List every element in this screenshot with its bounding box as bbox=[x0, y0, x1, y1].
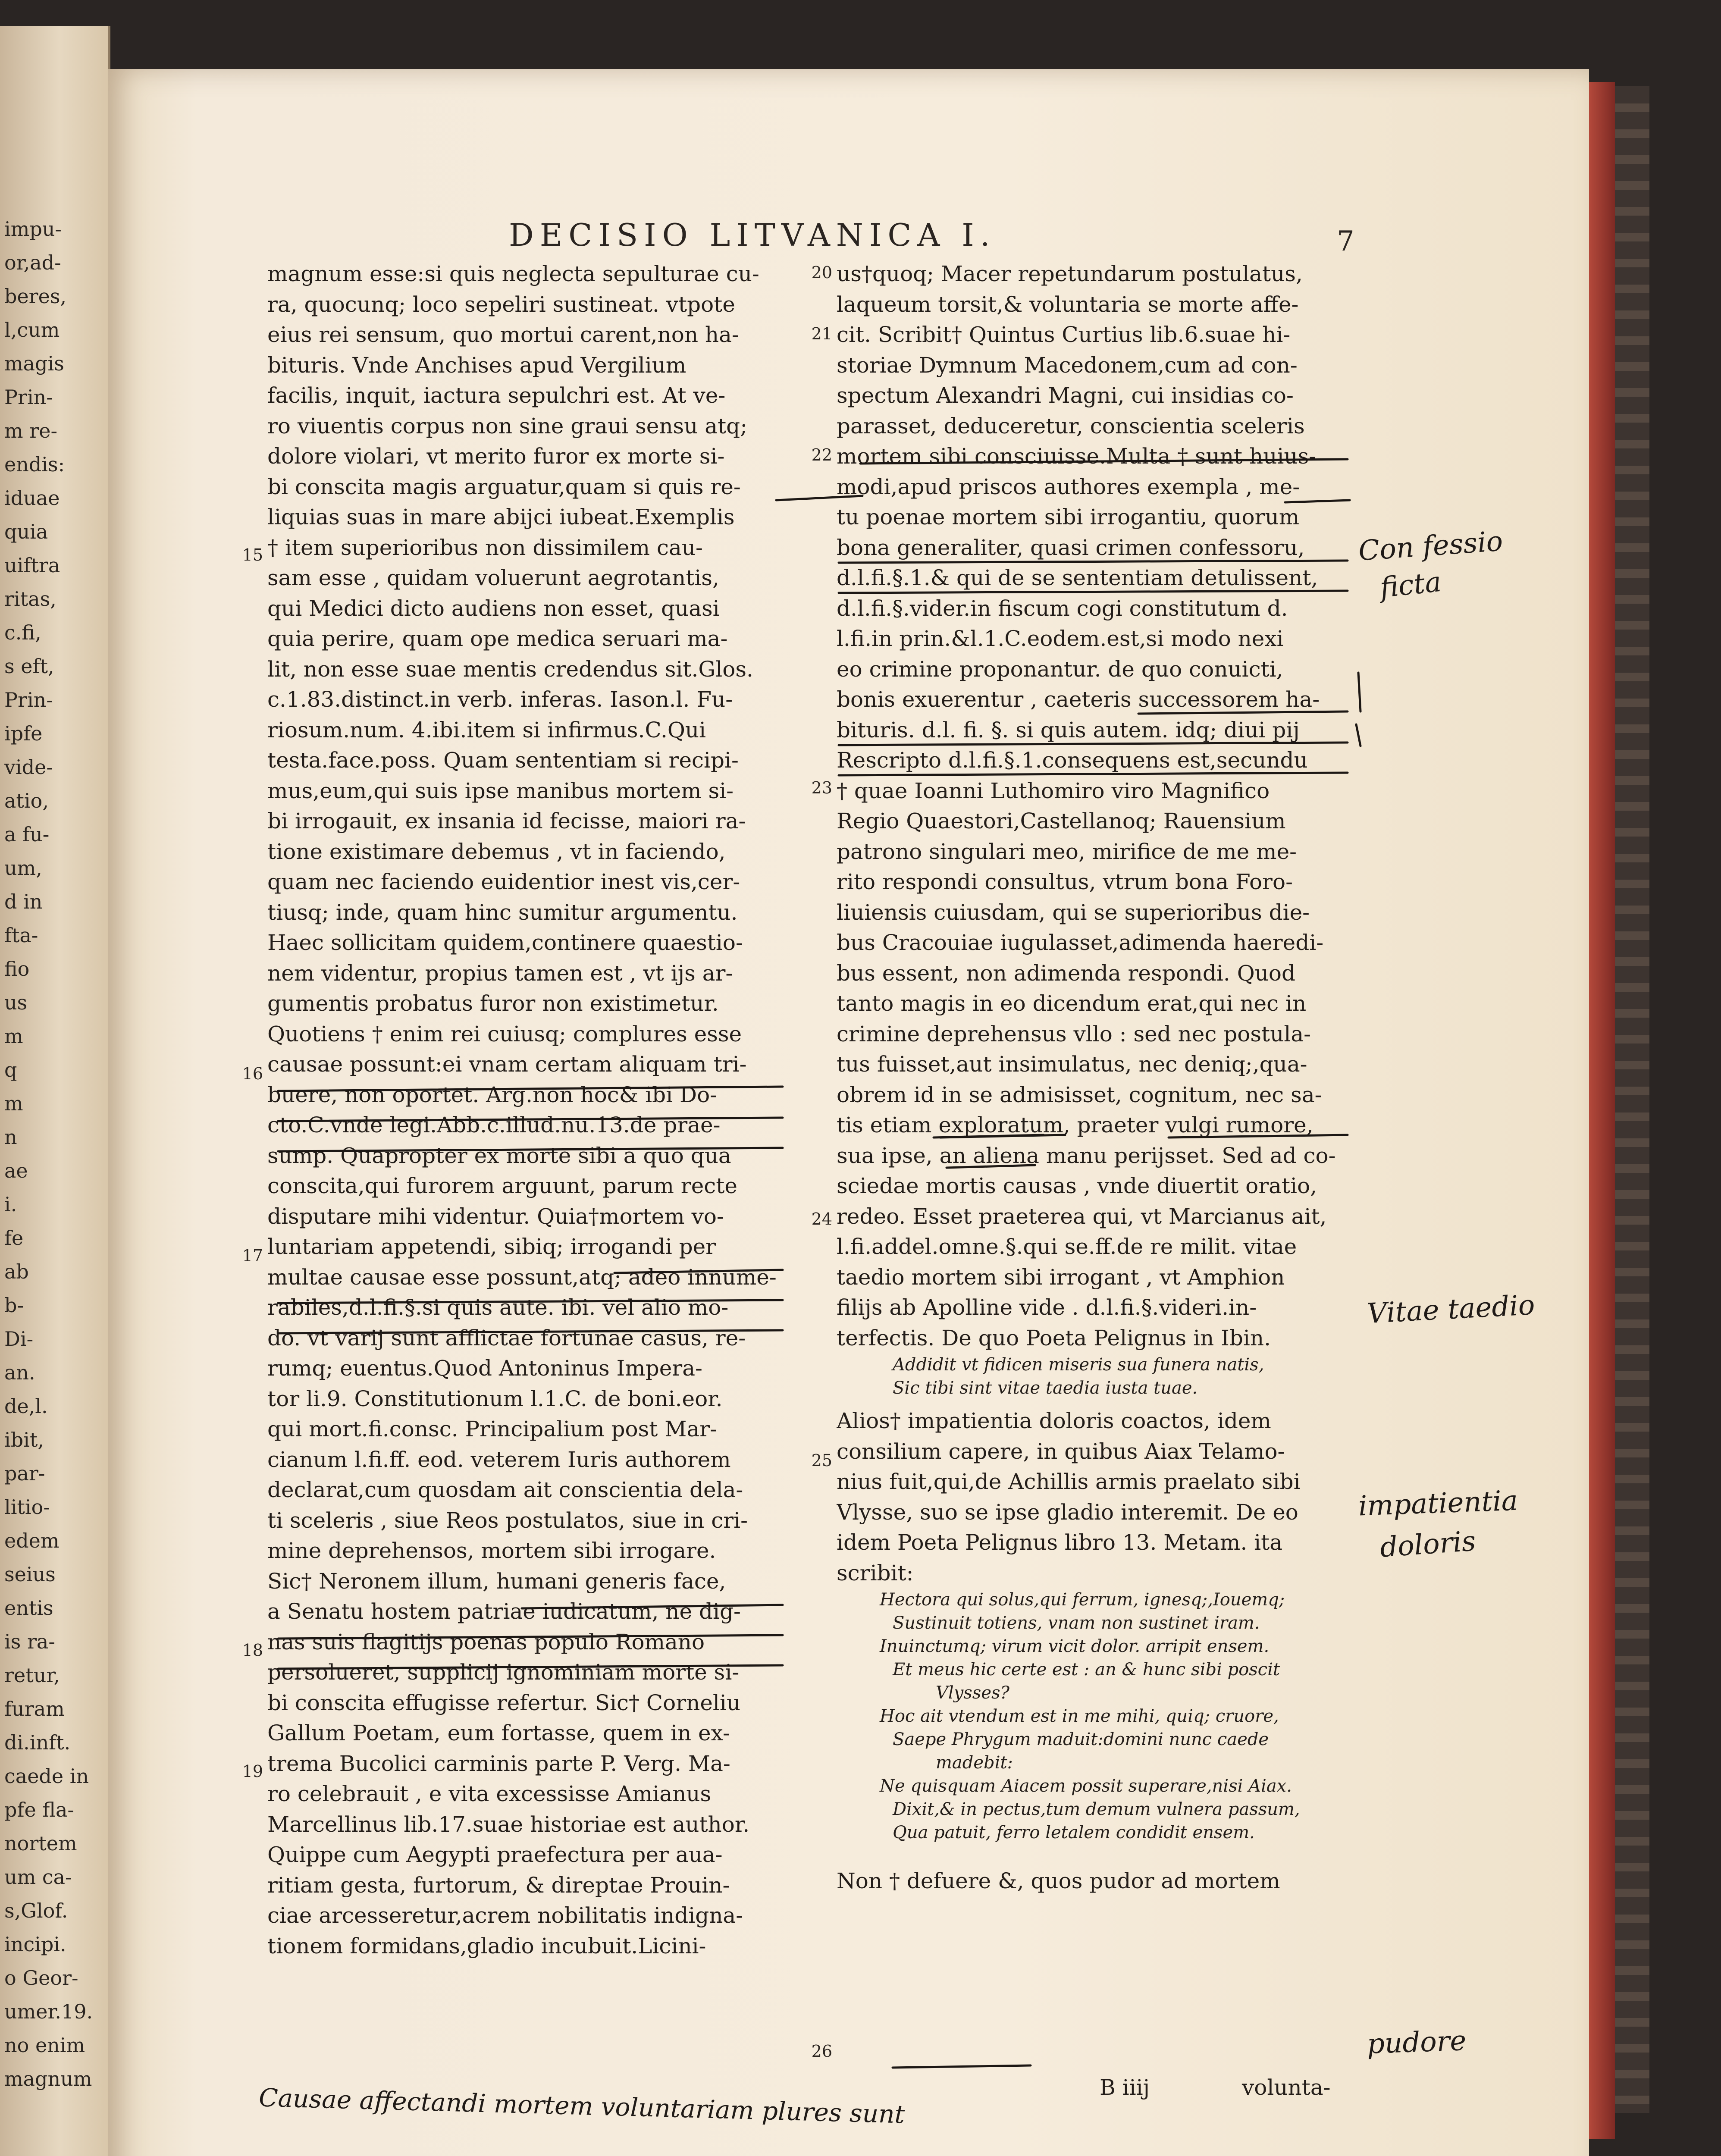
text-line: bituris. Vnde Anchises apud Vergilium bbox=[267, 352, 687, 378]
text-line: obrem id in se admisisset, cognitum, nec sa- bbox=[837, 1082, 1322, 1107]
text-line: bi conscita effugisse refertur. Sic† Corneliu bbox=[267, 1690, 741, 1715]
underline-l41 bbox=[522, 1605, 783, 1608]
underline-r8 bbox=[1285, 500, 1350, 502]
facing-page-fragment: quia bbox=[4, 520, 48, 543]
text-line: crimine deprehensus vllo : sed nec postula- bbox=[837, 1021, 1311, 1047]
text-line: spectum Alexandri Magni, cui insidias co- bbox=[837, 383, 1294, 408]
line-number-17: 17 bbox=[242, 1246, 263, 1265]
facing-page-fragment: di.inft. bbox=[4, 1731, 71, 1754]
facing-page-fragment: us bbox=[4, 991, 28, 1014]
text-line: d.l.fi.§.vider.in fiscum cogi constitutum d. bbox=[837, 595, 1288, 621]
text-line: bituris. d.l. fi. §. si quis autem. idq; diui pij bbox=[837, 717, 1300, 743]
text-line: Non † defuere &, quos pudor ad mortem bbox=[837, 1868, 1280, 1893]
text-line: sam esse , quidam voluerunt aegrotantis, bbox=[267, 565, 719, 590]
verse-line: madebit: bbox=[936, 1753, 1013, 1773]
text-line: us†quoq; Macer repetundarum postulatus, bbox=[837, 261, 1303, 286]
text-line: testa.face.poss. Quam sententiam si recipi- bbox=[267, 748, 739, 773]
facing-page-fragment: ritas, bbox=[4, 587, 56, 611]
text-line: † item superioribus non dissimilem cau- bbox=[267, 535, 703, 560]
text-line: declarat,cum quosdam ait conscientia dela- bbox=[267, 1477, 743, 1502]
facing-page-fragment: is ra- bbox=[4, 1630, 55, 1653]
line-number-21: 21 bbox=[811, 324, 832, 343]
text-line: a Senatu hostem patriae iudicatum, ne dig- bbox=[267, 1599, 741, 1624]
text-line: riosum.num. 4.ibi.item si infirmus.C.Qui bbox=[267, 717, 706, 743]
underline-r14 bbox=[839, 743, 1348, 745]
facing-page-fragment: fta- bbox=[4, 924, 38, 947]
text-line: filijs ab Apolline vide . d.l.fi.§.videri.in- bbox=[837, 1295, 1257, 1320]
text-line: conscita,qui furorem arguunt, parum recte bbox=[267, 1173, 737, 1198]
facing-page-fragment: uiftra bbox=[4, 554, 60, 577]
underline-r26c bbox=[1169, 1135, 1348, 1138]
underline-r15 bbox=[839, 773, 1348, 775]
text-line: qui mort.fi.consc. Principalium post Mar- bbox=[267, 1416, 718, 1442]
handwritten-note-ficta: ficta bbox=[1378, 566, 1443, 605]
text-line: gumentis probatus furor non existimetur. bbox=[267, 991, 719, 1016]
text-line: tione existimare debemus , vt in faciendo, bbox=[267, 839, 726, 864]
facing-page-fragment: an. bbox=[4, 1361, 35, 1384]
facing-page-fragment: seius bbox=[4, 1563, 56, 1586]
facing-page-fragment: l,cum bbox=[4, 318, 60, 342]
text-line: d.l.fi.§.1.& qui de se sententiam detulissent, bbox=[837, 565, 1318, 590]
facing-page-fragment: n bbox=[4, 1125, 17, 1149]
underline-r8-lead bbox=[776, 496, 862, 500]
text-line: storiae Dymnum Macedonem,cum ad con- bbox=[837, 352, 1298, 378]
facing-page-fragment: edem bbox=[4, 1529, 60, 1552]
text-line: tanto magis in eo dicendum erat,qui nec in bbox=[837, 991, 1307, 1016]
text-line: luntariam appetendi, sibiq; irrogandi per bbox=[267, 1234, 716, 1259]
text-line: tus fuisset,aut insimulatus, nec deniq;,qua- bbox=[837, 1052, 1307, 1077]
facing-page-fragment: caede in bbox=[4, 1764, 89, 1788]
verse-line: Hoc ait vtendum est in me mihi, quiq; cruore, bbox=[880, 1706, 1279, 1726]
text-line: nem videntur, propius tamen est , vt ijs ar- bbox=[267, 960, 733, 986]
underline-l27 bbox=[278, 1118, 783, 1121]
text-line: Alios† impatientia doloris coactos, idem bbox=[837, 1408, 1271, 1433]
text-line: bi conscita magis arguatur,quam si quis re- bbox=[267, 474, 741, 499]
verse-line: Inuinctumq; virum vicit dolor. arripit ensem. bbox=[880, 1636, 1270, 1656]
text-line: patrono singulari meo, mirifice de me me- bbox=[837, 839, 1297, 864]
facing-page-fragment: fio bbox=[4, 957, 30, 981]
text-line: persolueret, supplicij ignominiam morte si- bbox=[267, 1660, 740, 1685]
verse-line: Dixit,& in pectus,tum demum vulnera passum, bbox=[893, 1799, 1300, 1819]
text-line: ro viuentis corpus non sine graui sensu atq; bbox=[267, 413, 748, 439]
facing-page-fragment: ipfe bbox=[4, 722, 43, 745]
text-line: tor li.9. Constitutionum l.1.C. de boni.eor. bbox=[267, 1386, 723, 1411]
facing-page-fragment: umer.19. bbox=[4, 2000, 93, 2023]
text-line: eius rei sensum, quo mortui carent,non ha- bbox=[267, 322, 739, 347]
verse-line: Vlysses? bbox=[936, 1683, 1009, 1703]
facing-page-fragment: m bbox=[4, 1025, 23, 1048]
line-number-24: 24 bbox=[811, 1210, 832, 1228]
line-number-15: 15 bbox=[242, 545, 263, 564]
text-line: liquias suas in mare abijci iubeat.Exemplis bbox=[267, 505, 735, 530]
text-line: mortem sibi consciuisse.Multa † sunt huius- bbox=[837, 444, 1317, 469]
line-number-22: 22 bbox=[811, 445, 832, 464]
verse-line: Sustinuit totiens, vnam non sustinet iram. bbox=[893, 1613, 1260, 1633]
text-line: Sic† Neronem illum, humani generis face, bbox=[267, 1568, 726, 1594]
facing-page-fragment: a fu- bbox=[4, 823, 50, 846]
underline-l34 bbox=[278, 1330, 783, 1333]
text-line: Quotiens † enim rei cuiusq; complures esse bbox=[267, 1021, 742, 1047]
facing-page-fragment: Prin- bbox=[4, 385, 53, 409]
line-number-26: 26 bbox=[811, 2042, 832, 2061]
text-line: ro celebrauit , e vita excessisse Amianus bbox=[267, 1781, 712, 1806]
facing-page-fragment: par- bbox=[4, 1462, 45, 1485]
underline-r9 bbox=[839, 561, 1348, 563]
text-line: nas suis flagitijs poenas populo Romano bbox=[267, 1629, 705, 1655]
facing-page-fragment: magnum bbox=[4, 2067, 92, 2090]
text-line: lit, non esse suae mentis credendus sit.Glos. bbox=[267, 656, 753, 682]
underline-r7 bbox=[860, 459, 1348, 464]
text-line: sump. Quapropter ex morte sibi a quo qua bbox=[267, 1143, 731, 1168]
text-line: tu poenae mortem sibi irrogantiu, quorum bbox=[837, 505, 1300, 530]
line-number-16: 16 bbox=[242, 1064, 263, 1083]
text-line: disputare mihi videntur. Quia†mortem vo- bbox=[267, 1203, 724, 1229]
facing-page-fragment: fe bbox=[4, 1226, 24, 1250]
text-line: quam nec faciendo euidentior inest vis,cer- bbox=[267, 869, 740, 894]
text-line: quia perire, quam ope medica seruari ma- bbox=[267, 626, 728, 651]
handwritten-note-bottom: Causae affectandi mortem voluntariam plures sunt bbox=[258, 2083, 905, 2129]
text-line: consilium capere, in quibus Aiax Telamo- bbox=[837, 1438, 1285, 1464]
text-line: qui Medici dicto audiens non esset, quasi bbox=[267, 595, 720, 621]
margin-stroke-2 bbox=[1356, 724, 1360, 746]
text-line: mine deprehensos, mortem sibi irrogare. bbox=[267, 1538, 716, 1563]
text-line: rito respondi consultus, vtrum bona Foro- bbox=[837, 869, 1293, 894]
text-line: parasset, deduceretur, conscientia sceleris bbox=[837, 413, 1305, 439]
verse-line: Hectora qui solus,qui ferrum, ignesq;,Iouemq; bbox=[880, 1590, 1285, 1610]
running-title: DECISIO LITVANICA I. bbox=[509, 217, 996, 253]
facing-page-fragment: pfe fla- bbox=[4, 1798, 74, 1821]
facing-page-fragment: s eft, bbox=[4, 655, 54, 678]
underline-r10 bbox=[839, 591, 1348, 593]
underline-r26b bbox=[940, 1135, 1065, 1138]
margin-stroke-1 bbox=[1358, 673, 1360, 711]
page-number: 7 bbox=[1337, 226, 1354, 257]
text-line: multae causae esse possunt,atq; adeo innume- bbox=[267, 1264, 777, 1290]
text-line: Marcellinus lib.17.suae historiae est author. bbox=[267, 1811, 750, 1837]
text-line: buere, non oportet. Arg.non hoc& ibi Do- bbox=[267, 1082, 718, 1107]
signature-mark: B iiij bbox=[1100, 2075, 1150, 2100]
underline-l26 bbox=[278, 1087, 783, 1091]
text-line: laqueum torsit,& voluntaria se morte affe- bbox=[837, 291, 1299, 317]
text-line: bus essent, non adimenda respondi. Quod bbox=[837, 960, 1296, 986]
text-line: mus,eum,qui suis ipse manibus mortem si- bbox=[267, 778, 734, 803]
line-number-25: 25 bbox=[811, 1451, 832, 1470]
underline-l32 bbox=[614, 1270, 783, 1273]
handwritten-note-vitae-taedio: Vitae taedio bbox=[1366, 1289, 1536, 1330]
text-line: ciae arcesseretur,acrem nobilitatis indigna- bbox=[267, 1903, 743, 1928]
facing-page-fragment: Di- bbox=[4, 1327, 34, 1351]
verse-line: Sic tibi sint vitae taedia iusta tuae. bbox=[893, 1378, 1198, 1398]
text-line: rabiles,d.l.fi.§.si quis aute. ibi. vel alio mo- bbox=[267, 1295, 729, 1320]
facing-page-fragment: incipi. bbox=[4, 1933, 66, 1956]
verse-line: Qua patuit, ferro letalem condidit ensem. bbox=[893, 1823, 1255, 1843]
text-line: sua ipse, an aliena manu perijsset. Sed ad co- bbox=[837, 1143, 1336, 1168]
verse-line: Et meus hic certe est : an & hunc sibi poscit bbox=[893, 1660, 1280, 1680]
facing-page-fragment: magis bbox=[4, 352, 64, 375]
text-line: cto.C.vnde legi.Abb.c.illud.nu.13.de prae- bbox=[267, 1112, 721, 1138]
text-line: Regio Quaestori,Castellanoq; Rauensium bbox=[837, 808, 1286, 834]
handwritten-note-confessio: Con fessio bbox=[1357, 525, 1504, 567]
facing-page-fragment: um, bbox=[4, 856, 42, 880]
text-line: tiusq; inde, quam hinc sumitur argumentu. bbox=[267, 899, 738, 925]
text-line: Vlysse, suo se ipse gladio interemit. De eo bbox=[837, 1499, 1298, 1525]
underline-r27 bbox=[947, 1165, 1035, 1168]
text-line: Quippe cum Aegypti praefectura per aua- bbox=[267, 1842, 723, 1867]
text-line: trema Bucolici carminis parte P. Verg. Ma- bbox=[267, 1751, 730, 1776]
text-line: rumq; euentus.Quod Antoninus Impera- bbox=[267, 1356, 702, 1381]
facing-page-fragment: m bbox=[4, 1092, 23, 1115]
facing-page-fragment: b- bbox=[4, 1294, 24, 1317]
facing-page-fragment: beres, bbox=[4, 285, 67, 308]
text-line: modi,apud priscos authores exempla , me- bbox=[837, 474, 1300, 499]
handwritten-note-doloris: doloris bbox=[1379, 1525, 1477, 1564]
text-line: facilis, inquit, iactura sepulchri est. At ve- bbox=[267, 383, 726, 408]
text-line: c.1.83.distinct.in verb. inferas. Iason.l. Fu- bbox=[267, 687, 733, 712]
handwritten-note-pudore: pudore bbox=[1366, 2025, 1467, 2060]
facing-page-fragment: litio- bbox=[4, 1495, 50, 1519]
text-line: ti sceleris , siue Reos postulatos, siue in cri- bbox=[267, 1507, 748, 1533]
text-line: tis etiam exploratum, praeter vulgi rumore, bbox=[837, 1112, 1313, 1138]
text-line: dolore violari, vt merito furor ex morte si- bbox=[267, 444, 725, 469]
text-line: sciedae mortis causas , vnde diuertit oratio, bbox=[837, 1173, 1317, 1198]
underline-l28 bbox=[278, 1148, 783, 1151]
text-line: bus Cracouiae iugulasset,adimenda haeredi- bbox=[837, 930, 1324, 955]
facing-page-fragment: endis: bbox=[4, 453, 65, 476]
facing-page-fragment: s,Glof. bbox=[4, 1899, 68, 1922]
text-line: taedio mortem sibi irrogant , vt Amphion bbox=[837, 1264, 1285, 1290]
facing-page-fragment: retur, bbox=[4, 1664, 60, 1687]
facing-page-fragment: furam bbox=[4, 1697, 65, 1720]
text-line: scribit: bbox=[837, 1560, 914, 1586]
underline-verse-end bbox=[893, 2065, 1031, 2068]
line-number-23: 23 bbox=[811, 778, 832, 797]
underline-l42 bbox=[278, 1635, 783, 1639]
facing-page-fragment: c.fi, bbox=[4, 621, 41, 644]
text-line: cianum l.fi.ff. eod. veterem Iuris authorem bbox=[267, 1447, 731, 1472]
text-line: idem Poeta Pelignus libro 13. Metam. ita bbox=[837, 1530, 1283, 1555]
text-line: l.fi.addel.omne.§.qui se.ff.de re milit. vitae bbox=[837, 1234, 1297, 1259]
text-line: liuiensis cuiusdam, qui se superioribus die- bbox=[837, 899, 1310, 925]
facing-page-fragment: de,l. bbox=[4, 1395, 48, 1418]
facing-page-fragment: impu- bbox=[4, 217, 62, 241]
facing-page-fragment: i. bbox=[4, 1193, 17, 1216]
facing-page-fragment: atio, bbox=[4, 789, 49, 812]
text-line: causae possunt:ei vnam certam aliquam tri- bbox=[267, 1052, 747, 1077]
text-line: bi irrogauit, ex insania id fecisse, maiori ra- bbox=[267, 808, 746, 834]
line-number-18: 18 bbox=[242, 1641, 263, 1660]
facing-page-fragment: ae bbox=[4, 1159, 28, 1182]
text-line: cit. Scribit† Quintus Curtius lib.6.suae hi- bbox=[837, 322, 1291, 347]
facing-page-fragment: m re- bbox=[4, 419, 57, 442]
facing-page-fragment: no enim bbox=[4, 2034, 85, 2057]
facing-page-fragment: Prin- bbox=[4, 688, 53, 711]
handwritten-note-impatientia: impatientia bbox=[1357, 1485, 1519, 1523]
text-line: redeo. Esset praeterea qui, vt Marcianus ait, bbox=[837, 1203, 1327, 1229]
text-line: bonis exuerentur , caeteris successorem ha- bbox=[837, 687, 1320, 712]
verse-line: Ne quisquam Aiacem possit superare,nisi Aiax. bbox=[880, 1776, 1292, 1796]
facing-page-fragment: iduae bbox=[4, 486, 60, 510]
text-line: l.fi.in prin.&l.1.C.eodem.est,si modo nexi bbox=[837, 626, 1284, 651]
facing-page-fragment: entis bbox=[4, 1596, 53, 1620]
facing-page-fragment: um ca- bbox=[4, 1865, 72, 1889]
text-line: magnum esse:si quis neglecta sepulturae cu- bbox=[267, 261, 759, 286]
text-line: Haec sollicitam quidem,continere quaestio- bbox=[267, 930, 743, 955]
text-line: Gallum Poetam, eum fortasse, quem in ex- bbox=[267, 1720, 730, 1745]
text-line: nius fuit,qui,de Achillis armis praelato sibi bbox=[837, 1469, 1301, 1494]
text-line: † quae Ioanni Luthomiro viro Magnifico bbox=[837, 778, 1270, 803]
facing-page-fragment: o Geor- bbox=[4, 1966, 78, 1990]
verse-line: Saepe Phrygum maduit:domini nunc caede bbox=[893, 1730, 1269, 1749]
text-line: do. vt varij sunt afflictae fortunae casus, re- bbox=[267, 1325, 746, 1351]
text-line: Rescripto d.l.fi.§.1.consequens est,secundu bbox=[837, 748, 1308, 773]
line-number-20: 20 bbox=[811, 263, 832, 282]
text-line: terfectis. De quo Poeta Pelignus in Ibin. bbox=[837, 1325, 1271, 1351]
text-line: tionem formidans,gladio incubuit.Licini- bbox=[267, 1933, 706, 1959]
facing-page-fragment: nortem bbox=[4, 1832, 77, 1855]
facing-page-fragment: vide- bbox=[4, 755, 53, 779]
facing-page-fragment: or,ad- bbox=[4, 251, 61, 274]
text-line: bona generaliter, quasi crimen confessoru, bbox=[837, 535, 1305, 560]
underline-r13 bbox=[1138, 711, 1348, 714]
underline-l43 bbox=[278, 1665, 783, 1669]
text-line: ra, quocunq; loco sepeliri sustineat. vtpote bbox=[267, 291, 735, 317]
text-line: ritiam gesta, furtorum, & direptae Prouin- bbox=[267, 1872, 730, 1898]
catchword: volunta- bbox=[1242, 2075, 1331, 2100]
facing-page-fragment: q bbox=[4, 1058, 17, 1081]
facing-page-fragment: d in bbox=[4, 890, 43, 913]
facing-page-fragment: ibit, bbox=[4, 1428, 44, 1451]
text-line: eo crimine proponantur. de quo conuicti, bbox=[837, 656, 1283, 682]
facing-page-fragment: ab bbox=[4, 1260, 29, 1283]
underline-l33 bbox=[278, 1300, 783, 1303]
verse-line: Addidit vt fidicen miseris sua funera natis, bbox=[893, 1355, 1264, 1375]
line-number-19: 19 bbox=[242, 1762, 263, 1781]
